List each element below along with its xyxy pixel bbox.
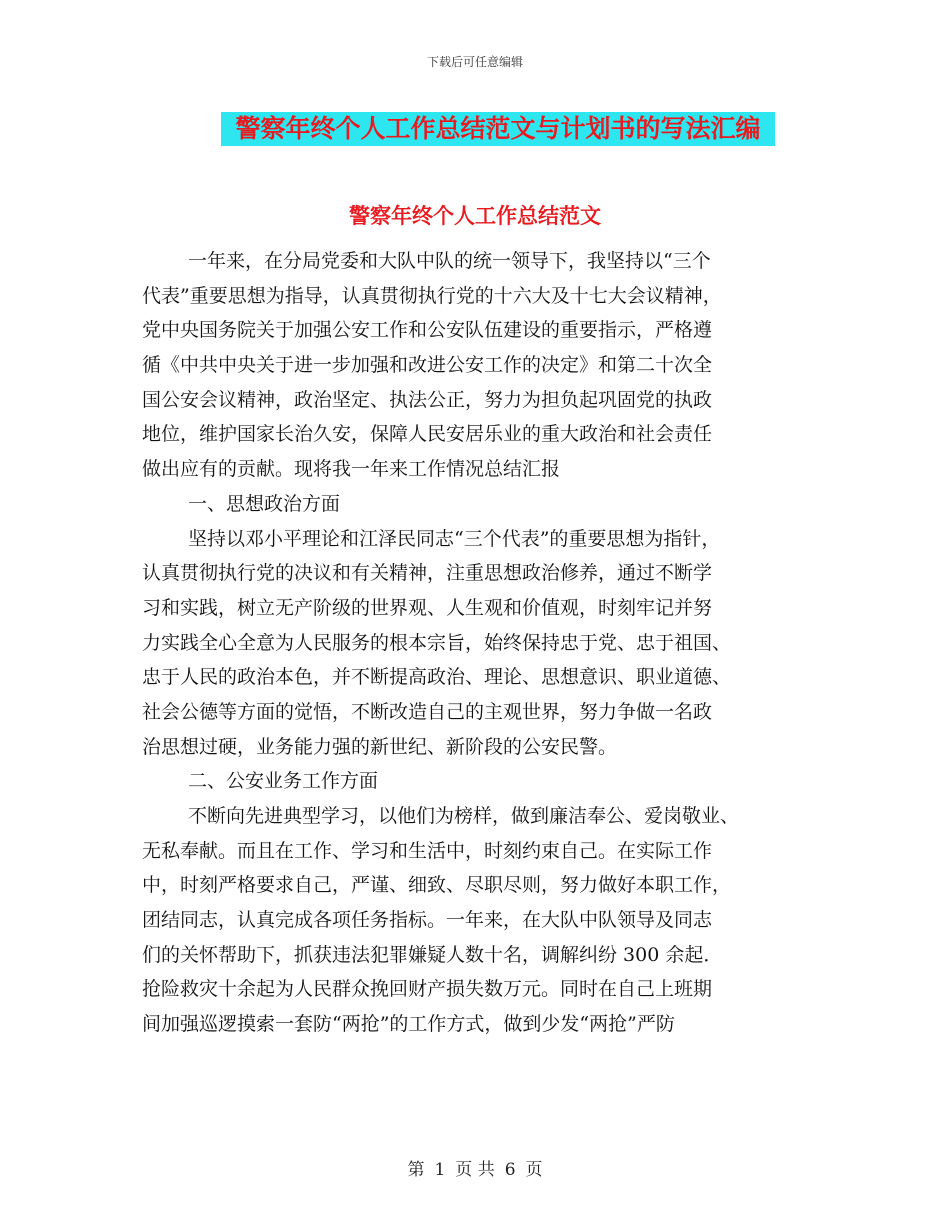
- paragraph-line: 无私奉献。而且在工作、学习和生活中，时刻约束自己。在实际工作: [142, 839, 713, 862]
- paragraph-line: 抢险救灾十余起为人民群众挽回财产损失数万元。同时在自己上班期: [142, 978, 713, 1001]
- paragraph-line: 党中央国务院关于加强公安工作和公安队伍建设的重要指示，严格遵: [142, 319, 713, 342]
- page-footer: [0, 1155, 950, 1180]
- subheading-ideology: 一、思想政治方面: [188, 492, 341, 515]
- paragraph-line: 力实践全心全意为人民服务的根本宗旨，始终保持忠于党、忠于祖国、: [142, 631, 732, 654]
- document-title: 警察年终个人工作总结范文与计划书的写法汇编: [221, 112, 775, 146]
- subheading-police-work: 二、公安业务工作方面: [188, 770, 379, 793]
- footer-prefix: 第: [407, 1160, 425, 1180]
- body-text: [142, 244, 812, 1042]
- paragraph-line: 坚持以邓小平理论和江泽民同志“三个代表”的重要思想为指针，: [188, 527, 721, 550]
- paragraph-line: 忠于人民的政治本色，并不断提高政治、理论、思想意识、职业道德、: [142, 666, 732, 689]
- paragraph-line: 间加强巡逻摸索一套防“两抢”的工作方式，做到少发“两抢”严防: [142, 1013, 675, 1036]
- paragraph-line: 地位，维护国家长治久安，保障人民安居乐业的重大政治和社会责任: [142, 423, 713, 446]
- paragraph-line: 一年来，在分局党委和大队中队的统一领导下，我坚持以“三个: [188, 250, 711, 272]
- paragraph-line: 社会公德等方面的觉悟，不断改造自己的主观世界，努力争做一名政: [142, 700, 713, 723]
- paragraph-line: 国公安会议精神，政治坚定、执法公正，努力为担负起巩固党的执政: [142, 388, 713, 411]
- section-title: 警察年终个人工作总结范文: [349, 203, 601, 228]
- paragraph-line: 循《中共中央关于进一步加强和改进公安工作的决定》和第二十次全: [142, 354, 713, 377]
- header-note: 下载后可任意编辑: [426, 55, 523, 69]
- paragraph-line: 中，时刻严格要求自己，严谨、细致、尽职尽则，努力做好本职工作，: [142, 874, 732, 897]
- paragraph-line: 认真贯彻执行党的决议和有关精神，注重思想政治修养，通过不断学: [142, 562, 713, 585]
- paragraph-line: 团结同志，认真完成各项任务指标。一年来，在大队中队领导及同志: [142, 909, 713, 932]
- paragraph-line: 治思想过硬，业务能力强的新世纪、新阶段的公安民警。: [142, 735, 618, 758]
- paragraph-line: 习和实践，树立无产阶级的世界观、人生观和价值观，时刻牢记并努: [142, 596, 713, 619]
- paragraph-line: 代表”重要思想为指导，认真贯彻执行党的十六大及十七大会议精神，: [142, 284, 722, 307]
- footer-suffix: 页: [525, 1160, 543, 1180]
- paragraph-line: 们的关怀帮助下，抓获违法犯罪嫌疑人数十名，调解纠纷 300 余起．: [142, 943, 723, 966]
- paragraph-line: 做出应有的贡献。现将我一年来工作情况总结汇报: [142, 458, 561, 481]
- footer-middle: 页 共: [455, 1160, 495, 1180]
- page-total: 6: [504, 1160, 516, 1180]
- paragraph-line: 不断向先进典型学习，以他们为榜样，做到廉洁奉公、爱岗敬业、: [188, 805, 740, 827]
- page-number: 1: [434, 1160, 446, 1180]
